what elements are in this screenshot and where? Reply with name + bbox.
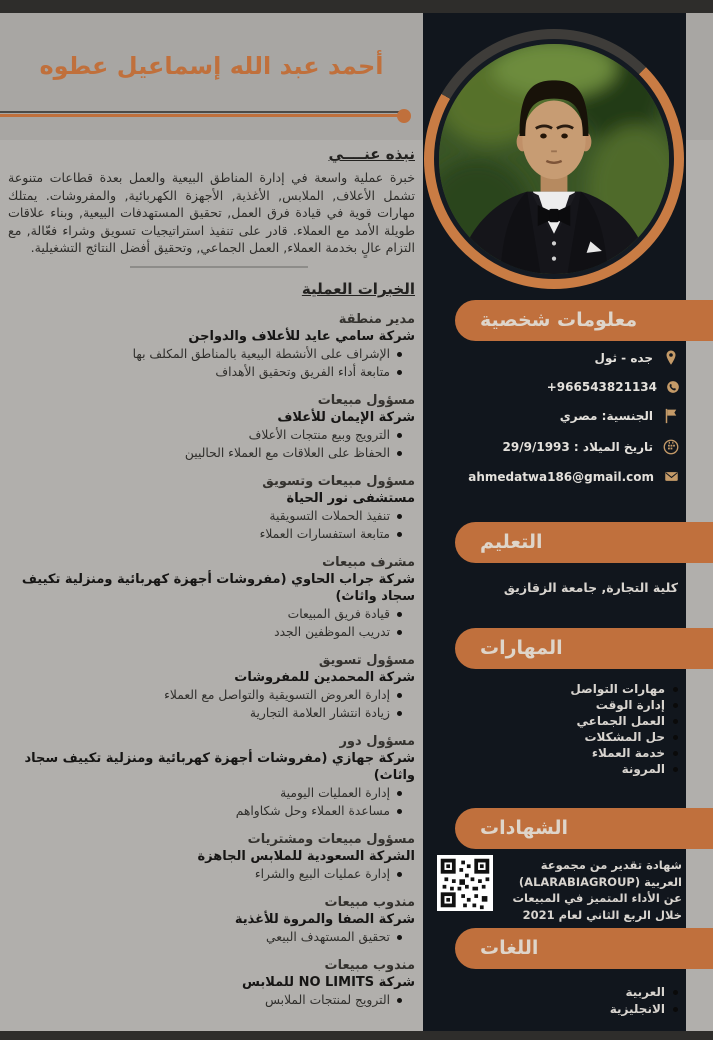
skill-item: مهارات التواصل [430, 683, 678, 696]
job-role: مدير منطقة [338, 312, 415, 327]
candidate-name: أحمد عبد الله إسماعيل عطوه [39, 52, 384, 80]
skill-item: العمل الجماعي [430, 715, 678, 728]
birthdate-text: تاريخ الميلاد : 29/9/1993 [502, 440, 653, 454]
bullet-dot-icon [397, 612, 402, 617]
phone-text: +966543821134 [546, 380, 657, 394]
job-bullet: الترويج لمنتجات الملابس [8, 991, 415, 1009]
skill-item: حل المشكلات [430, 731, 678, 744]
nationality-row [430, 407, 680, 425]
header-divider-dot-icon [397, 109, 411, 123]
job-company: مستشفى نور الحياة [286, 491, 415, 506]
bullet-dot-icon [673, 751, 678, 756]
job-role: مسؤول دور [339, 734, 415, 749]
personal-info-header: معلومات شخصية [455, 300, 713, 341]
job-company: شركة جهازي (مفروشات أجهزة كهربائية ومنزلية تكييف سجاد واثاث) [24, 751, 415, 783]
about-paragraph: خبرة عملية واسعة في إدارة المناطق البيعية والعمل بعدة قطاعات متنوعة تشمل الأعلاف, الملابس, الأغذية, الأجهزة الكهربائية, والمفروشات. يمتلك مهارات قوية في قيادة فرق العمل, تحقيق المستهدفات البيعية, وبناء علاقات طويلة الأمد مع العملاء. قادر على تنفيذ استراتيجيات تسويق وشراء فعّالة, مع التزام عالٍ بخدمة العملاء, العمل الجماعي, وتحقيق أفضل النتائج التشغيلية. [8, 170, 415, 256]
profile-photo-ring [424, 29, 684, 289]
bullet-dot-icon [397, 693, 402, 698]
job-bullet: الحفاظ على العلاقات مع العملاء الحاليين [8, 444, 415, 462]
bullet-dot-icon [397, 370, 402, 375]
experience-entry [8, 392, 415, 462]
calendar-icon [662, 438, 680, 456]
bullet-dot-icon [397, 791, 402, 796]
bullet-dot-icon [397, 998, 402, 1003]
bullet-dot-icon [397, 630, 402, 635]
job-bullet: إدارة عمليات البيع والشراء [8, 865, 415, 883]
header-divider-orange [0, 114, 402, 117]
location-text: جده - ثول [594, 351, 653, 365]
experience-entry [8, 894, 415, 946]
bullet-dot-icon [397, 809, 402, 814]
bullet-dot-icon [673, 703, 678, 708]
bullet-dot-icon [397, 711, 402, 716]
bottom-frame-bar [0, 1031, 713, 1040]
experience-entry [8, 733, 415, 820]
job-role: مندوب مبيعات [324, 958, 415, 973]
job-bullet: تحقيق المستهدف البيعي [8, 928, 415, 946]
experience-section-title: الخبرات العملية [301, 280, 415, 298]
language-item: الانجليزية [430, 1003, 678, 1016]
languages-list [430, 986, 678, 1016]
about-section-title: نبذه عنــــي [328, 145, 415, 163]
skill-item: المرونة [430, 763, 678, 776]
birthdate-row [430, 438, 680, 456]
experience-list [8, 311, 415, 1020]
languages-header: اللغات [455, 928, 713, 969]
location-row [430, 349, 680, 367]
job-bullet: إدارة العروض التسويقية والتواصل مع العملاء [8, 686, 415, 704]
bullet-dot-icon [397, 433, 402, 438]
bullet-dot-icon [673, 719, 678, 724]
bullet-dot-icon [397, 532, 402, 537]
experience-entry [8, 957, 415, 1009]
phone-icon [666, 380, 680, 394]
job-company: شركة NO LIMITS للملابس [242, 975, 415, 990]
location-pin-icon [662, 349, 680, 367]
skills-header: المهارات [455, 628, 713, 669]
qr-code [437, 855, 493, 911]
bullet-dot-icon [397, 451, 402, 456]
about-divider [130, 266, 308, 268]
experience-entry [8, 652, 415, 722]
flag-icon [662, 407, 680, 425]
skill-item: خدمة العملاء [430, 747, 678, 760]
job-bullet: زيادة انتشار العلامة التجارية [8, 704, 415, 722]
bullet-dot-icon [397, 514, 402, 519]
job-bullet: مساعدة العملاء وحل شكاواهم [8, 802, 415, 820]
job-role: مسؤول مبيعات وتسويق [262, 474, 415, 489]
bullet-dot-icon [397, 872, 402, 877]
job-bullet: تدريب الموظفين الجدد [8, 623, 415, 641]
skill-item: إدارة الوقت [430, 699, 678, 712]
job-role: مشرف مبيعات [322, 555, 415, 570]
job-company: شركة الصفا والمروة للأغذية [234, 912, 415, 927]
job-company: شركة جراب الحاوي (مفروشات أجهزة كهربائية ومنزلية تكييف سجاد واثاث) [21, 572, 415, 604]
job-bullet: إدارة العمليات اليومية [8, 784, 415, 802]
job-bullet: تنفيذ الحملات التسويقية [8, 507, 415, 525]
email-row [430, 469, 680, 484]
bullet-dot-icon [673, 735, 678, 740]
personal-info-list [430, 349, 680, 484]
job-company: شركة الإيمان للأعلاف [277, 410, 415, 425]
bullet-dot-icon [673, 990, 678, 995]
nationality-text: الجنسية: مصري [559, 409, 653, 423]
job-role: مندوب مبيعات [324, 895, 415, 910]
job-bullet: متابعة استفسارات العملاء [8, 525, 415, 543]
job-bullet: متابعة أداء الفريق وتحقيق الأهداف [8, 363, 415, 381]
job-bullet: قيادة فريق المبيعات [8, 605, 415, 623]
job-company: شركة المحمدين للمفروشات [234, 670, 415, 685]
skills-list [430, 683, 678, 776]
language-item: العربية [430, 986, 678, 999]
job-company: شركة سامي عايد للأعلاف والدواجن [188, 329, 415, 344]
experience-entry [8, 831, 415, 883]
job-role: مسؤول مبيعات ومشتريات [247, 832, 415, 847]
job-role: مسؤول مبيعات [317, 393, 415, 408]
bullet-dot-icon [673, 687, 678, 692]
certificate-text: شهادة تقدير من مجموعة العربية (ALARABIAGROUP) عن الأداء المتميز في المبيعات خلال الربع الثاني لعام 2021 [512, 858, 682, 922]
job-bullet: الإشراف على الأنشطة البيعية بالمناطق المكلف بها [8, 345, 415, 363]
education-text: كلية التجارة, جامعة الزقازيق [503, 580, 678, 595]
header-divider-dark [0, 111, 402, 113]
job-role: مسؤول تسويق [318, 653, 415, 668]
bullet-dot-icon [673, 767, 678, 772]
profile-photo [434, 39, 674, 279]
email-text: ahmedatwa186@gmail.com [468, 469, 654, 484]
experience-entry [8, 473, 415, 543]
portrait-illustration [439, 44, 669, 274]
bullet-dot-icon [673, 1007, 678, 1012]
phone-row [430, 380, 680, 394]
education-header: التعليم [455, 522, 713, 563]
job-company: الشركة السعودية للملابس الجاهزة [197, 849, 415, 864]
job-bullet: الترويج وبيع منتجات الأعلاف [8, 426, 415, 444]
experience-entry [8, 554, 415, 641]
bullet-dot-icon [397, 935, 402, 940]
experience-entry [8, 311, 415, 381]
top-frame-bar [0, 0, 713, 13]
certificates-header: الشهادات [455, 808, 713, 849]
envelope-icon [663, 469, 680, 484]
bullet-dot-icon [397, 352, 402, 357]
